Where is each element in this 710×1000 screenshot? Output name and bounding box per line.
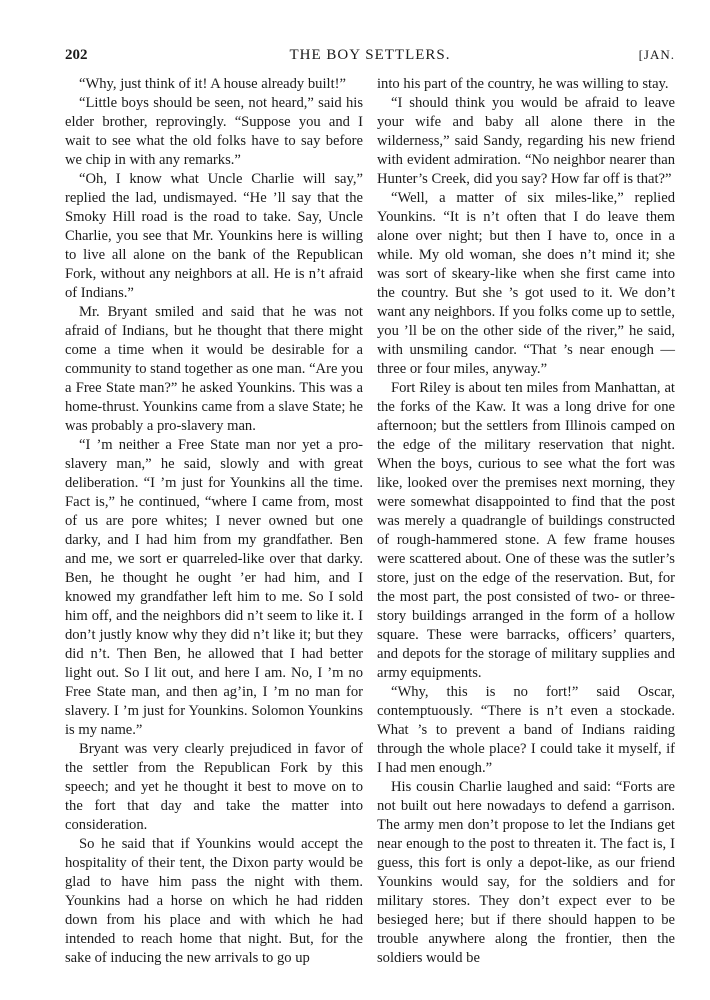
paragraph: “Oh, I know what Uncle Charlie will say,” replied the lad, undismayed. “He ’ll say that the Smoky Hill road is the road to take. Say, Uncle Charlie, you see that Mr. Younkins here is willing to live all alone on the bank of the Republican Fork, without any neighbors at all. He is n’t afraid of Indians.” [65, 171, 363, 301]
paragraph: Bryant was very clearly prejudiced in favor of the settler from the Republican Fork by this speech; and yet he thought it best to move on to the fort that day and take the matter into consideration. [65, 741, 363, 833]
issue-month: [JAN. [638, 47, 675, 62]
paragraph: “Why, this is no fort!” said Oscar, contemptuously. “There is n’t even a stockade. What ’s to prevent a band of Indians raiding through the whole place? I could take it myself, if I had men enough.” [377, 684, 675, 776]
paragraph: “Well, a matter of six miles-like,” replied Younkins. “It is n’t often that I do leave them alone over night; but then I have to, once in a while. My old woman, she does n’t mind it; she was sort of skeary-like when she first came into the country. But she ’s got used to it. We don’t want any neighbors. If you folks come up to settle, you ’ll be on the other side of the river,” he said, with unsmiling candor. “That ’s near enough — three or four miles, anyway.” [377, 190, 675, 377]
running-title: THE BOY SETTLERS. [289, 47, 451, 63]
paragraph: Fort Riley is about ten miles from Manhattan, at the forks of the Kaw. It was a long drive for one afternoon; but the settlers from Illinois camped on the edge of the military reservation that night. When the boys, curious to see what the fort was like, looked over the premises next morning, they were somewhat disappointed to find that the post was merely a quadrangle of buildings constructed of rough-hammered stone. A few frame houses were scattered about. One of these was the sutler’s store, just on the edge of the reservation. But, for the most part, the post consisted of two- or three-story buildings arranged in the form of a hollow square. These were barracks, officers’ quarters, and depots for the storage of military supplies and army equipments. [377, 380, 675, 681]
paragraph: Mr. Bryant smiled and said that he was not afraid of Indians, but he thought that there might come a time when it would be desirable for a community to stand together as one man. “Are you a Free State man?” he asked Younkins. This was a home-thrust. Younkins came from a slave State; he was probably a pro-slavery man. [65, 304, 363, 434]
paragraph: “Why, just think of it! A house already built!” [79, 76, 346, 92]
paragraph: “I should think you would be afraid to leave your wife and baby all alone there in the wilderness,” said Sandy, regarding his new friend with evident admiration. “No neighbor nearer than Hunter’s Creek, did you say? How far off is that?” [377, 95, 675, 187]
running-header [65, 47, 675, 69]
paragraph: “I ’m neither a Free State man nor yet a pro-slavery man,” he said, slowly and with great deliberation. “I ’m just for Younkins all the time. Fact is,” he continued, “where I came from, most of us are pore whites; I never owned but one darky, and I had him from my grandfather. Ben and me, we sort er quarreled-like over that darky. Ben, he thought he ought ’er had him, and I knowed my grandfather left him to me. So I sold him off, and the neighbors did n’t seem to like it. I don’t justly know why they did n’t like it; but they did n’t. Then Ben, he allowed that I had better light out. So I lit out, and here I am. No, I ’m no Free State man, and then ag’in, I ’m no man for slavery. I ’m just for Younkins. Solomon Younkins is my name.” [65, 437, 363, 738]
right-column [377, 75, 675, 968]
page-number: 202 [65, 47, 88, 63]
paragraph-continuation: into his part of the country, he was willing to stay. [377, 76, 669, 92]
paragraph: His cousin Charlie laughed and said: “Forts are not built out here nowadays to defend a garrison. The army men don’t propose to let the Indians get near enough to the post to threaten it. The fact is, I guess, this fort is only a depot-like, as our friend Younkins would say, for the soldiers and for military stores. They don’t expect ever to be besieged here; but if there should happen to be trouble anywhere along the frontier, then the soldiers would be [377, 779, 675, 966]
book-page [65, 47, 675, 967]
left-column [65, 75, 363, 968]
paragraph: So he said that if Younkins would accept the hospitality of their tent, the Dixon party would be glad to have him pass the night with them. Younkins had a horse on which he had ridden down from his place and with which he had intended to reach home that night. But, for the sake of inducing the new arrivals to go up [65, 836, 363, 966]
paragraph: “Little boys should be seen, not heard,” said his elder brother, reprovingly. “Suppose you and I wait to see what the old folks have to say before we chip in with any remarks.” [65, 95, 363, 168]
